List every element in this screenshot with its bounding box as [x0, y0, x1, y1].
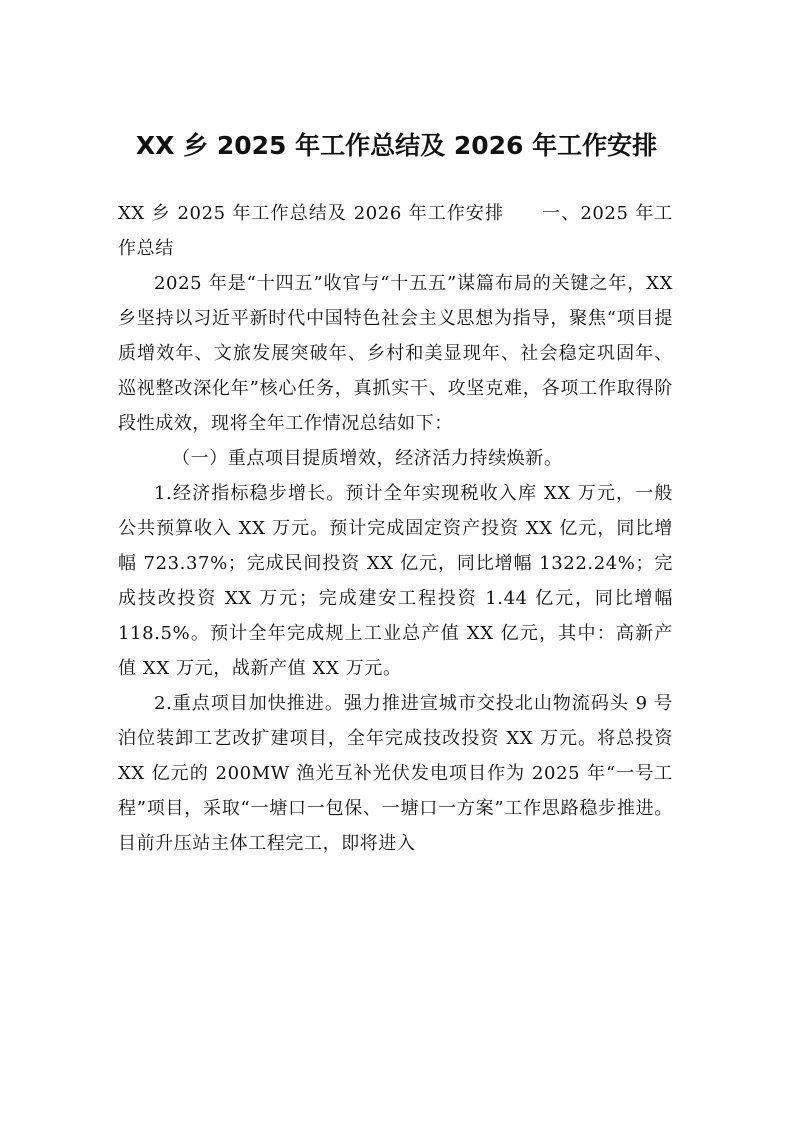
paragraph-key-projects: 2.重点项目加快推进。强力推进宣城市交投北山物流码头 9 号泊位装卸工艺改扩建项目，全年完成技改投资 XX 万元。将总投资 XX 亿元的 200MW 渔光互补光伏发电项目作为 2025 年“一号工程”项目，采取“一塘口一包保、一塘口一方案”工作思路稳步推进。目前升压站主体工程完工，即将进入: [118, 693, 674, 854]
document-body: [118, 196, 673, 861]
paragraph-economic-indicators: 1.经济指标稳步增长。预计全年实现税收入库 XX 万元，一般公共预算收入 XX 万元。预计完成固定资产投资 XX 亿元，同比增幅 723.37%；完成民间投资 XX 亿元，同比增幅 1322.24%；完成技改投资 XX 万元；完成建安工程投资 1.44 亿元，同比增幅 118.5%。预计全年完成规上工业总产值 XX 亿元，其中：高新产值 XX 万元，战新产值 XX 万元。: [118, 483, 673, 679]
paragraph-overview: 2025 年是“十四五”收官与“十五五”谋篇布局的关键之年，XX 乡坚持以习近平新时代中国特色社会主义思想为指导，聚焦“项目提质增效年、文旅发展突破年、乡村和美显现年、社会稳定巩固年、巡视整改深化年”核心任务，真抓实干、攻坚克难，各项工作取得阶段性成效，现将全年工作情况总结如下：: [118, 273, 673, 434]
document-title: XX 乡 2025 年工作总结及 2026 年工作安排: [135, 131, 658, 160]
section-heading: （一）重点项目提质增效，经济活力持续焕新。: [172, 448, 563, 469]
paragraph-intro-heading: XX 乡 2025 年工作总结及 2026 年工作安排 一、2025 年工作总结: [118, 203, 673, 259]
